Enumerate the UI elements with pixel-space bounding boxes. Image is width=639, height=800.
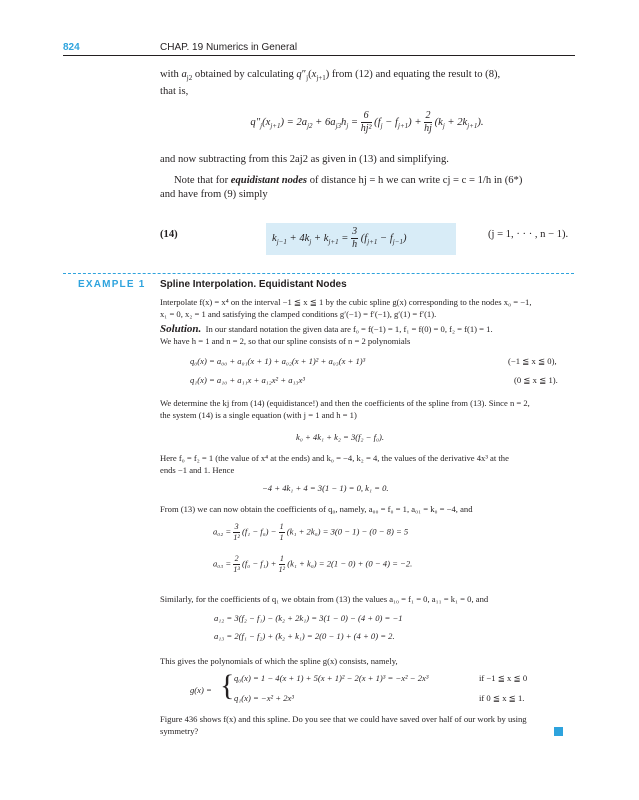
header-rule	[63, 55, 575, 56]
equation-14-label: (14)	[160, 229, 178, 240]
equation-second-derivative: $q''_j(x_{j+1}) = 2a_{j2} + 6a_{j3}h_j$ = $\frac{6}{\text{hj²}}$ $(f_j - f_{j+1})$ + $\frac{2}{hj}$ $(k_j + 2k_{j+1})$.	[250, 110, 484, 134]
determine-paragraph: We determine the kj from (14) (equidistance!) and then the coefficients of the spline from (13). Since n = 2, the system (14) is a single equation (with j = 1 and h = 1)	[160, 398, 530, 420]
equation-14: $k_{j-1} + 4k_j + k_{j+1}$ = $\frac{3}{h}$ $(f_{j+1} - f_{j-1})$	[272, 226, 407, 250]
equation-hence: −4 + 4k₁ + 4 = 3(1 − 1) = 0, k₁ = 0.	[262, 483, 389, 493]
polynomial-q0: q₀(x) = a₀₀ + a₀₁(x + 1) + a₀₂(x + 1)² + a₀₃(x + 1)³	[190, 356, 366, 366]
example-title: Spline Interpolation. Equidistant Nodes	[160, 279, 347, 290]
example-label: EXAMPLE 1	[78, 279, 146, 290]
spline-q0: q₀(x) = 1 − 4(x + 1) + 5(x + 1)² − 2(x + 1)³ = −x² − 2x³	[234, 673, 429, 683]
end-of-example-marker	[554, 727, 563, 736]
intro-paragraph-1: with $a_{j2}$ obtained by calculating $q''_j(x_{j+1})$ from (12) and equating the result to (8), that is,	[160, 69, 501, 98]
piecewise-brace: {	[220, 669, 235, 702]
equation-14-range: (j = 1, · · · , n − 1).	[488, 229, 569, 240]
intro-paragraph-3: Note that for equidistant nodes of distance hj = h we can write cj = c = 1/h in (6*) and have from (9) simply	[160, 175, 523, 200]
equation-a12: a₁₂ = 3(f₂ − f₁) − (k₂ + 2k₁) = 3(1 − 0) − (4 + 0) = −1	[214, 613, 403, 623]
equation-a03: a₀₃ = $\frac{2}{\text{1³}}$ (f₀ − f₁) + $\frac{1}{\text{1²}}$ (k₁ + k₀) = 2(1 − 0) + (0 − 4) = −2.	[213, 554, 413, 574]
example-divider	[63, 273, 574, 274]
gives-paragraph: This gives the polynomials of which the spline g(x) consists, namely,	[160, 656, 398, 666]
example-solution: Solution. In our standard notation the given data are f₀ = f(−1) = 1, f₁ = f(0) = 0, f₂ = f(1) = 1. We have h = 1 and n = 2, so that our spline consists of n = 2 polynomials	[160, 323, 493, 346]
spline-lhs: g(x) =	[190, 685, 212, 695]
spline-q1-condition: if 0 ≦ x ≦ 1.	[479, 693, 525, 703]
equation-a13: a₁₃ = 2(f₁ − f₂) + (k₂ + k₁) = 2(0 − 1) + (4 + 0) = 2.	[214, 631, 395, 641]
running-header: CHAP. 19 Numerics in General	[160, 42, 298, 53]
polynomial-q0-range: (−1 ≦ x ≦ 0),	[508, 356, 557, 366]
similarly-paragraph: Similarly, for the coefficients of q₁ we obtain from (13) the values a₁₀ = f₁ = 0, a₁₁ = k₁ = 0, and	[160, 594, 489, 604]
here-paragraph: Here f₀ = f₂ = 1 (the value of x⁴ at the ends) and k₀ = −4, k₂ = 4, the values of the derivative 4x³ at the ends −1 and 1. Hence	[160, 453, 509, 475]
spline-q1: q₁(x) = −x² + 2x³	[234, 693, 294, 703]
from13-paragraph: From (13) we can now obtain the coefficients of q₀, namely, a₀₀ = f₀ = 1, a₀₁ = k₀ = −4, and	[160, 504, 473, 514]
spline-q0-condition: if −1 ≦ x ≦ 0	[479, 673, 528, 683]
polynomial-q1-range: (0 ≦ x ≦ 1).	[514, 375, 558, 385]
page-number: 824	[63, 42, 80, 53]
example-problem: Interpolate f(x) = x⁴ on the interval −1 ≦ x ≦ 1 by the cubic spline g(x) corresponding to the nodes x₀ = −1, x₁ = 0, x₂ = 1 and satisfying the clamped conditions g′(−1) = f′(−1), g′(1) = f′(1).	[160, 297, 532, 319]
polynomial-q1: q₁(x) = a₁₀ + a₁₁x + a₁₂x² + a₁₃x³	[190, 375, 305, 385]
figure-paragraph: Figure 436 shows f(x) and this spline. Do you see that we could have saved over half of our work by using symmetry?	[160, 714, 527, 736]
equation-a02: a₀₂ = $\frac{3}{\text{1²}}$ (f₁ − f₀) − $\frac{1}{1}$ (k₁ + 2k₀) = 3(0 − 1) − (0 − 8) = 5	[213, 522, 409, 542]
intro-paragraph-2: and now subtracting from this 2aj2 as given in (13) and simplifying.	[160, 154, 449, 165]
equation-single: k₀ + 4k₁ + k₂ = 3(f₂ − f₀).	[296, 432, 385, 442]
